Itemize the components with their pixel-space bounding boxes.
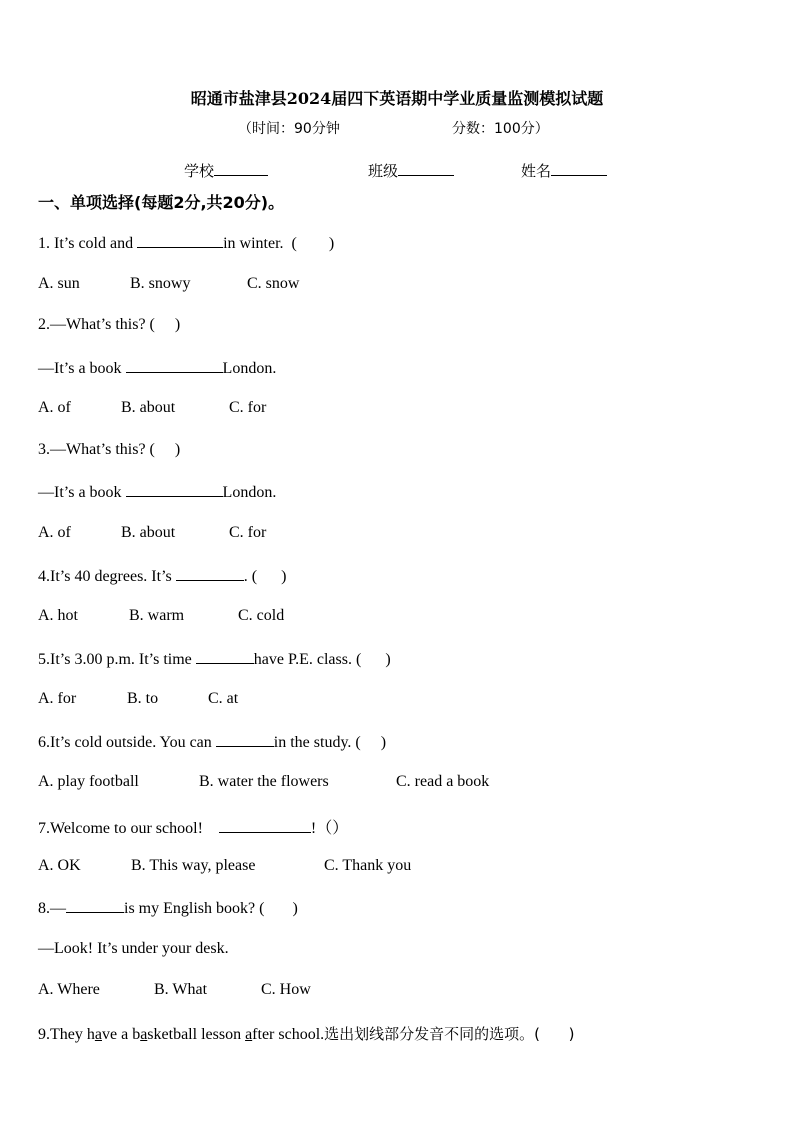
question-8-line-2: —Look! It’s under your desk. bbox=[38, 940, 229, 957]
option-b[interactable]: B. snowy bbox=[130, 275, 191, 292]
question-3: 3.—What’s this? ( ) bbox=[38, 441, 181, 458]
underlined-letter: a bbox=[245, 1026, 253, 1043]
underlined-letter: a bbox=[140, 1026, 148, 1043]
question-2: 2.—What’s this? ( ) bbox=[38, 316, 181, 333]
question-text: London. bbox=[222, 484, 277, 501]
question-text: sketball lesson bbox=[147, 1026, 246, 1043]
question-text: —It’s a book bbox=[38, 360, 126, 377]
question-text: have P.E. class. ( ) bbox=[253, 651, 391, 668]
option-a[interactable]: A. sun bbox=[38, 275, 80, 292]
question-text: 9.They h bbox=[38, 1026, 95, 1043]
question-6 bbox=[38, 732, 386, 752]
question-instruction: 选出划线部分发音不同的选项。( ) bbox=[324, 1025, 575, 1043]
option-b[interactable]: B. This way, please bbox=[131, 857, 256, 874]
option-a[interactable]: A. for bbox=[38, 690, 77, 707]
option-a[interactable]: A. of bbox=[38, 524, 71, 541]
question-text: is my English book? ( ) bbox=[124, 900, 298, 917]
class-blank[interactable] bbox=[398, 161, 454, 176]
question-text: London. bbox=[222, 360, 277, 377]
class-field bbox=[368, 160, 454, 181]
option-c[interactable]: C. at bbox=[208, 690, 239, 707]
option-c[interactable]: C. snow bbox=[247, 275, 300, 292]
question-text: fter school. bbox=[252, 1026, 325, 1043]
question-1 bbox=[38, 233, 334, 253]
question-text: 7.Welcome to our school! bbox=[38, 820, 219, 837]
answer-blank[interactable] bbox=[196, 649, 254, 664]
answer-blank[interactable] bbox=[176, 566, 244, 581]
options-4 bbox=[38, 607, 284, 625]
question-3-line-2 bbox=[38, 482, 276, 502]
option-b[interactable]: B. to bbox=[127, 690, 159, 707]
answer-blank[interactable] bbox=[216, 732, 274, 747]
answer-blank[interactable] bbox=[126, 482, 223, 497]
name-label: 姓名 bbox=[521, 162, 552, 180]
name-field bbox=[521, 160, 607, 181]
option-b[interactable]: B. warm bbox=[129, 607, 185, 624]
option-c[interactable]: C. cold bbox=[238, 607, 285, 624]
option-a[interactable]: A. OK bbox=[38, 857, 81, 874]
options-3 bbox=[38, 524, 266, 542]
question-text: 6.It’s cold outside. You can bbox=[38, 734, 216, 751]
options-6 bbox=[38, 773, 489, 791]
question-text: ve a b bbox=[101, 1026, 141, 1043]
answer-blank[interactable] bbox=[137, 233, 223, 248]
option-b[interactable]: B. What bbox=[154, 981, 208, 998]
options-5 bbox=[38, 690, 238, 708]
question-text: 8.— bbox=[38, 900, 66, 917]
question-text: !（） bbox=[310, 820, 349, 837]
question-4 bbox=[38, 566, 286, 586]
question-text: 1. It’s cold and bbox=[38, 235, 138, 252]
question-8 bbox=[38, 898, 298, 918]
options-7 bbox=[38, 857, 411, 875]
school-field bbox=[184, 160, 268, 181]
school-blank[interactable] bbox=[214, 161, 268, 176]
question-7 bbox=[38, 815, 348, 838]
question-text: . ( ) bbox=[243, 568, 287, 585]
class-label: 班级 bbox=[368, 162, 399, 180]
option-a[interactable]: A. hot bbox=[38, 607, 78, 624]
option-a[interactable]: A. play football bbox=[38, 773, 139, 790]
option-c[interactable]: C. for bbox=[229, 399, 267, 416]
underlined-letter: a bbox=[94, 1026, 102, 1043]
question-5 bbox=[38, 649, 391, 669]
option-a[interactable]: A. Where bbox=[38, 981, 100, 998]
option-c[interactable]: C. Thank you bbox=[324, 857, 412, 874]
option-c[interactable]: C. for bbox=[229, 524, 267, 541]
option-c[interactable]: C. How bbox=[261, 981, 311, 998]
question-text: 5.It’s 3.00 p.m. It’s time bbox=[38, 651, 196, 668]
option-a[interactable]: A. of bbox=[38, 399, 71, 416]
options-1 bbox=[38, 275, 299, 293]
name-blank[interactable] bbox=[551, 161, 607, 176]
school-label: 学校 bbox=[184, 162, 215, 180]
option-c[interactable]: C. read a book bbox=[396, 773, 490, 790]
question-text: 4.It’s 40 degrees. It’s bbox=[38, 568, 176, 585]
answer-blank[interactable] bbox=[219, 818, 311, 833]
option-b[interactable]: B. about bbox=[121, 524, 176, 541]
answer-blank[interactable] bbox=[126, 358, 223, 373]
question-text: —It’s a book bbox=[38, 484, 126, 501]
section-title: 一、单项选择(每题2分,共20分)。 bbox=[38, 193, 285, 212]
exam-time: （时间：90分钟 bbox=[238, 121, 340, 137]
question-text: in the study. ( ) bbox=[273, 734, 387, 751]
option-b[interactable]: B. about bbox=[121, 399, 176, 416]
page-title: 昭通市盐津县2024届四下英语期中学业质量监测模拟试题 bbox=[190, 89, 604, 108]
exam-score: 分数：100分） bbox=[452, 121, 549, 137]
options-2 bbox=[38, 399, 266, 417]
question-9 bbox=[38, 1023, 574, 1044]
question-text: in winter. ( ) bbox=[223, 235, 335, 252]
answer-blank[interactable] bbox=[66, 898, 124, 913]
options-8 bbox=[38, 981, 311, 999]
option-b[interactable]: B. water the flowers bbox=[199, 773, 329, 790]
question-2-line-2 bbox=[38, 358, 276, 378]
